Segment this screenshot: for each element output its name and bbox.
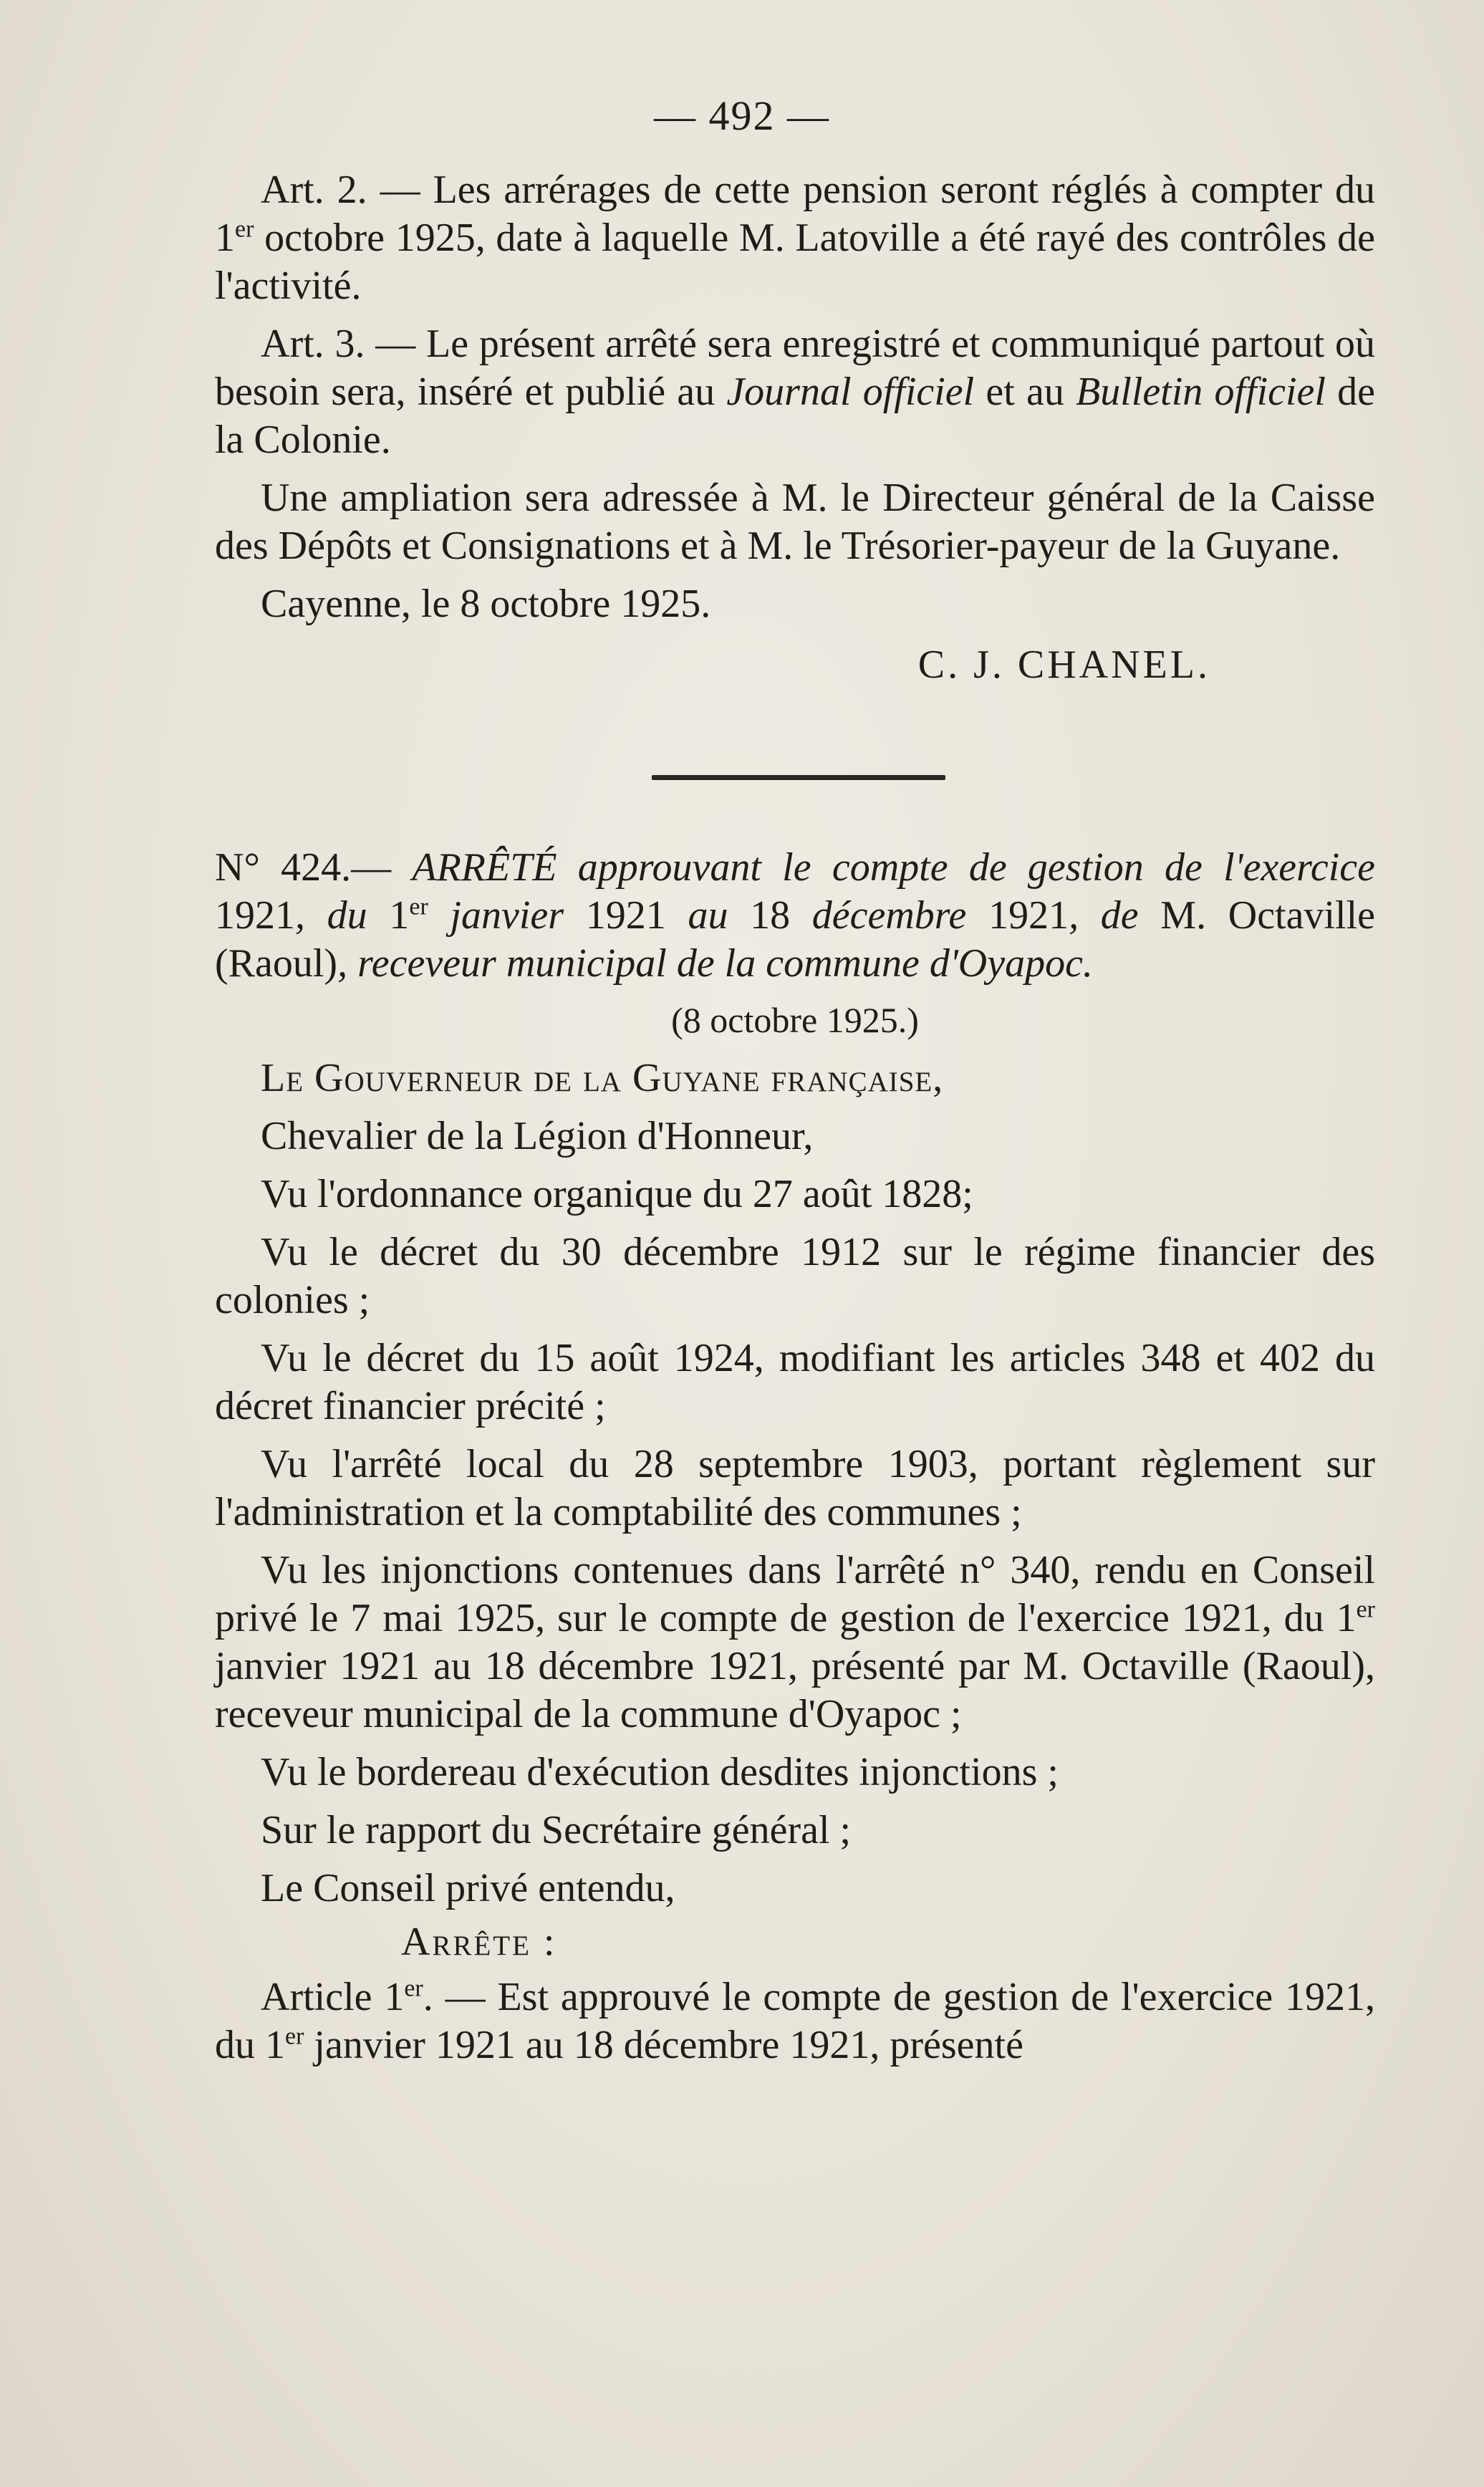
decree-title-text: approuvant le compte de gestion de l'exercice	[556, 845, 1376, 890]
article-3-label: Art. 3.	[261, 322, 365, 366]
text-janvier: janvier	[428, 893, 586, 938]
text-du: , du	[295, 893, 390, 938]
article-1-text-a: . — Est approuvé le compte de gestion de l'exercice 1921, du 1	[215, 1975, 1375, 2067]
article-1-text-b: janvier 1921 au 18 décembre 1921, présenté	[304, 2023, 1023, 2067]
article-1-sup: er	[404, 1975, 423, 2002]
separator-rule	[652, 775, 945, 780]
year-3: 1921	[988, 893, 1069, 938]
article-3-end: de la Colonie.	[215, 370, 1375, 462]
text-au: au	[665, 893, 751, 938]
year-2: 1921	[585, 893, 666, 938]
receiver-role: , receveur municipal de la commune d'Oyapoc.	[337, 941, 1093, 986]
place-date: Cayenne, le 8 octobre 1925.	[261, 582, 711, 626]
receiver-name: M. Octaville (Raoul)	[215, 893, 1375, 986]
article-2-text: — Les arrérages de cette pension seront réglés à compter du 1	[215, 168, 1375, 260]
article-2	[215, 166, 1375, 310]
vu-decret-1924: Vu le décret du 15 août 1924, modifiant les articles 348 et 402 du décret financier précité ;	[215, 1336, 1375, 1428]
vu-injonctions-sup: er	[1356, 1596, 1375, 1623]
arrete-label: Arrête :	[401, 1920, 557, 1964]
year-1: 1921	[215, 893, 295, 938]
page-number: — 492 —	[654, 92, 830, 139]
decree-number: N° 424.	[215, 845, 352, 890]
article-2-text-end: octobre 1925, date à laquelle M. Latoville a été rayé des contrôles de l'activité.	[215, 216, 1375, 308]
gouverneur-line: Le Gouverneur de la Guyane française,	[261, 1056, 944, 1100]
vu-injonctions-a: Vu les injonctions contenues dans l'arrêté n° 340, rendu en Conseil privé le 7 mai 1925, sur le compte de gestion de l'exercice 1921, du 1	[215, 1548, 1375, 1640]
decree-title-arrete: ARRÊTÉ	[412, 845, 557, 890]
date-1: 1	[389, 893, 410, 938]
text-de: , de	[1069, 893, 1161, 938]
article-1-label: Article 1	[261, 1975, 405, 2019]
vu-ordonnance: Vu l'ordonnance organique du 27 août 1828;	[261, 1172, 973, 1216]
article-2-sup: er	[235, 216, 254, 243]
journal-officiel: Journal officiel	[726, 370, 975, 414]
decree-dash: —	[351, 845, 413, 890]
date-1-sup: er	[409, 893, 428, 920]
vu-bordereau: Vu le bordereau d'exécution desdites injonctions ;	[261, 1750, 1059, 1794]
article-3	[215, 320, 1375, 464]
text-decembre: décembre	[790, 893, 989, 938]
sur-rapport: Sur le rapport du Secrétaire général ;	[261, 1808, 852, 1852]
article-3-text: — Le présent arrêté sera enregistré et communiqué partout où besoin sera, inséré et publié au	[215, 322, 1375, 414]
article-1-sup-2: er	[285, 2023, 304, 2050]
article-3-mid: et au	[974, 370, 1076, 414]
vu-arrete-1903: Vu l'arrêté local du 28 septembre 1903, portant règlement sur l'administration et la comptabilité des communes ;	[215, 1442, 1375, 1534]
vu-injonctions-b: janvier 1921 au 18 décembre 1921, présenté par M. Octaville (Raoul), receveur municipal de la commune d'Oyapoc ;	[215, 1644, 1375, 1736]
decree-date: (8 octobre 1925.)	[671, 1000, 919, 1040]
vu-decret-1912: Vu le décret du 30 décembre 1912 sur le régime financier des colonies ;	[215, 1230, 1375, 1322]
previous-decree-ending	[215, 166, 1375, 689]
vu-injonctions	[215, 1546, 1375, 1738]
article-2-label: Art. 2.	[261, 168, 367, 212]
article-1	[215, 1973, 1375, 2069]
bulletin-officiel: Bulletin officiel	[1076, 370, 1326, 414]
decree-424	[215, 844, 1375, 2069]
ampliation-paragraph: Une ampliation sera adressée à M. le Directeur général de la Caisse des Dépôts et Consignations et à M. le Trésorier-payeur de la Guyane.	[215, 476, 1375, 568]
signature: C. J. CHANEL.	[917, 643, 1210, 687]
date-2: 18	[750, 893, 791, 938]
decree-heading	[215, 844, 1375, 988]
chevalier-line: Chevalier de la Légion d'Honneur,	[261, 1114, 814, 1158]
conseil-entendu: Le Conseil privé entendu,	[261, 1866, 675, 1910]
